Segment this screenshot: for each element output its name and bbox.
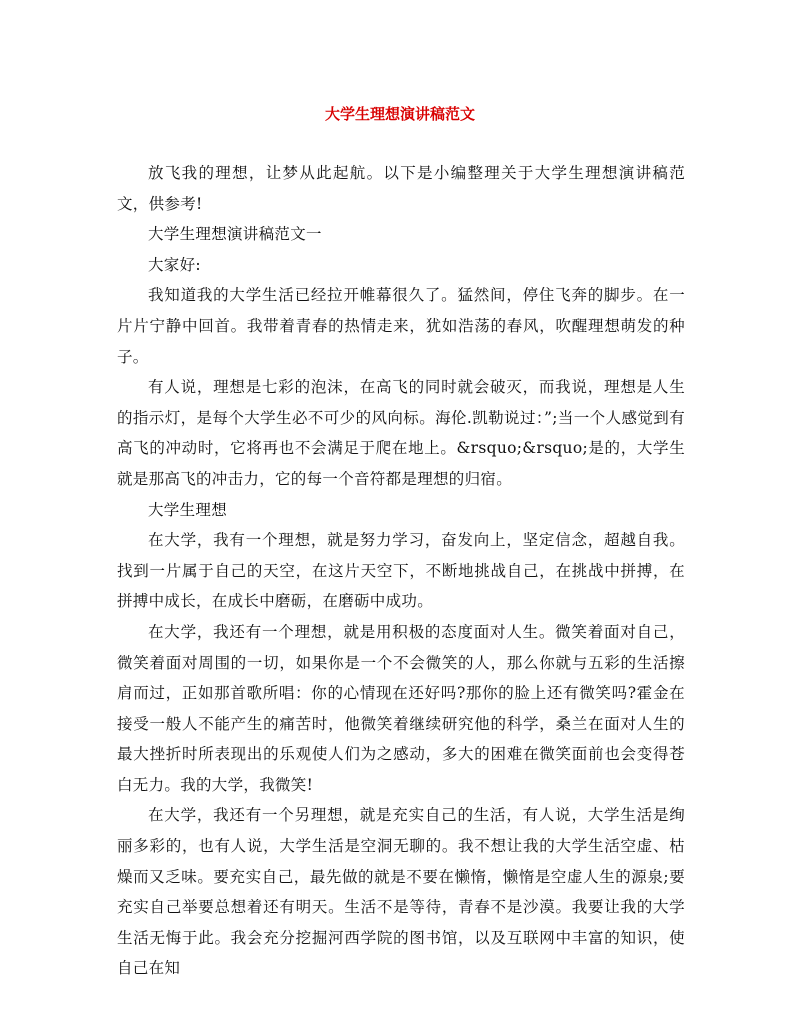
document-body — [117, 158, 685, 984]
paragraph: 在大学，我还有一个另理想，就是充实自己的生活，有人说，大学生活是绚丽多彩的，也有人说，大学生活是空洞无聊的。我不想让我的大学生活空虚、枯燥而又乏味。要充实自己，最先做的就是不要在懒惰，懒惰是空虚人生的源泉;要充实自己举要总想着还有明天。生活不是等待，青春不是沙漠。我要让我的大学生活无悔于此。我会充分挖掘河西学院的图书馆，以及互联网中丰富的知识，使自己在知 — [117, 806, 685, 978]
paragraph-subheading-1: 大学生理想演讲稿范文一 — [148, 225, 322, 244]
paragraph-intro: 放飞我的理想，让梦从此起航。以下是小编整理关于大学生理想演讲稿范文，供参考! — [117, 164, 685, 213]
paragraph-subheading-2: 大学生理想 — [148, 500, 228, 519]
paragraph: 在大学，我还有一个理想，就是用积极的态度面对人生。微笑着面对自己，微笑着面对周围的一切，如果你是一个不会微笑的人，那么你就与五彩的生活擦肩而过，正如那首歌所唱：你的心情现在还好吗?那你的脸上还有微笑吗?霍金在接受一般人不能产生的痛苦时，他微笑着继续研究他的科学，桑兰在面对人生的最大挫折时所表现出的乐观使人们为之感动，多大的困难在微笑面前也会变得苍白无力。我的大学，我微笑! — [117, 622, 685, 794]
paragraph: 在大学，我有一个理想，就是努力学习，奋发向上，坚定信念，超越自我。找到一片属于自己的天空，在这片天空下，不断地挑战自己，在挑战中拼搏，在拼搏中成长，在成长中磨砺，在磨砺中成功。 — [117, 531, 685, 611]
document-title: 大学生理想演讲稿范文 — [324, 105, 475, 123]
paragraph: 我知道我的大学生活已经拉开帷幕很久了。猛然间，停住飞奔的脚步。在一片片宁静中回首。我带着青春的热情走来，犹如浩荡的春风，吹醒理想萌发的种子。 — [117, 286, 685, 366]
paragraph-greeting: 大家好: — [148, 255, 201, 274]
paragraph: 有人说，理想是七彩的泡沫，在高飞的同时就会破灭，而我说，理想是人生的指示灯，是每个大学生必不可少的风向标。海伦.凯勒说过：”;当一个人感觉到有高飞的冲动时，它将再也不会满足于爬在地上。&rsquo;&rsquo;是的，大学生就是那高飞的冲击力，它的每一个音符都是理想的归宿。 — [117, 378, 685, 488]
